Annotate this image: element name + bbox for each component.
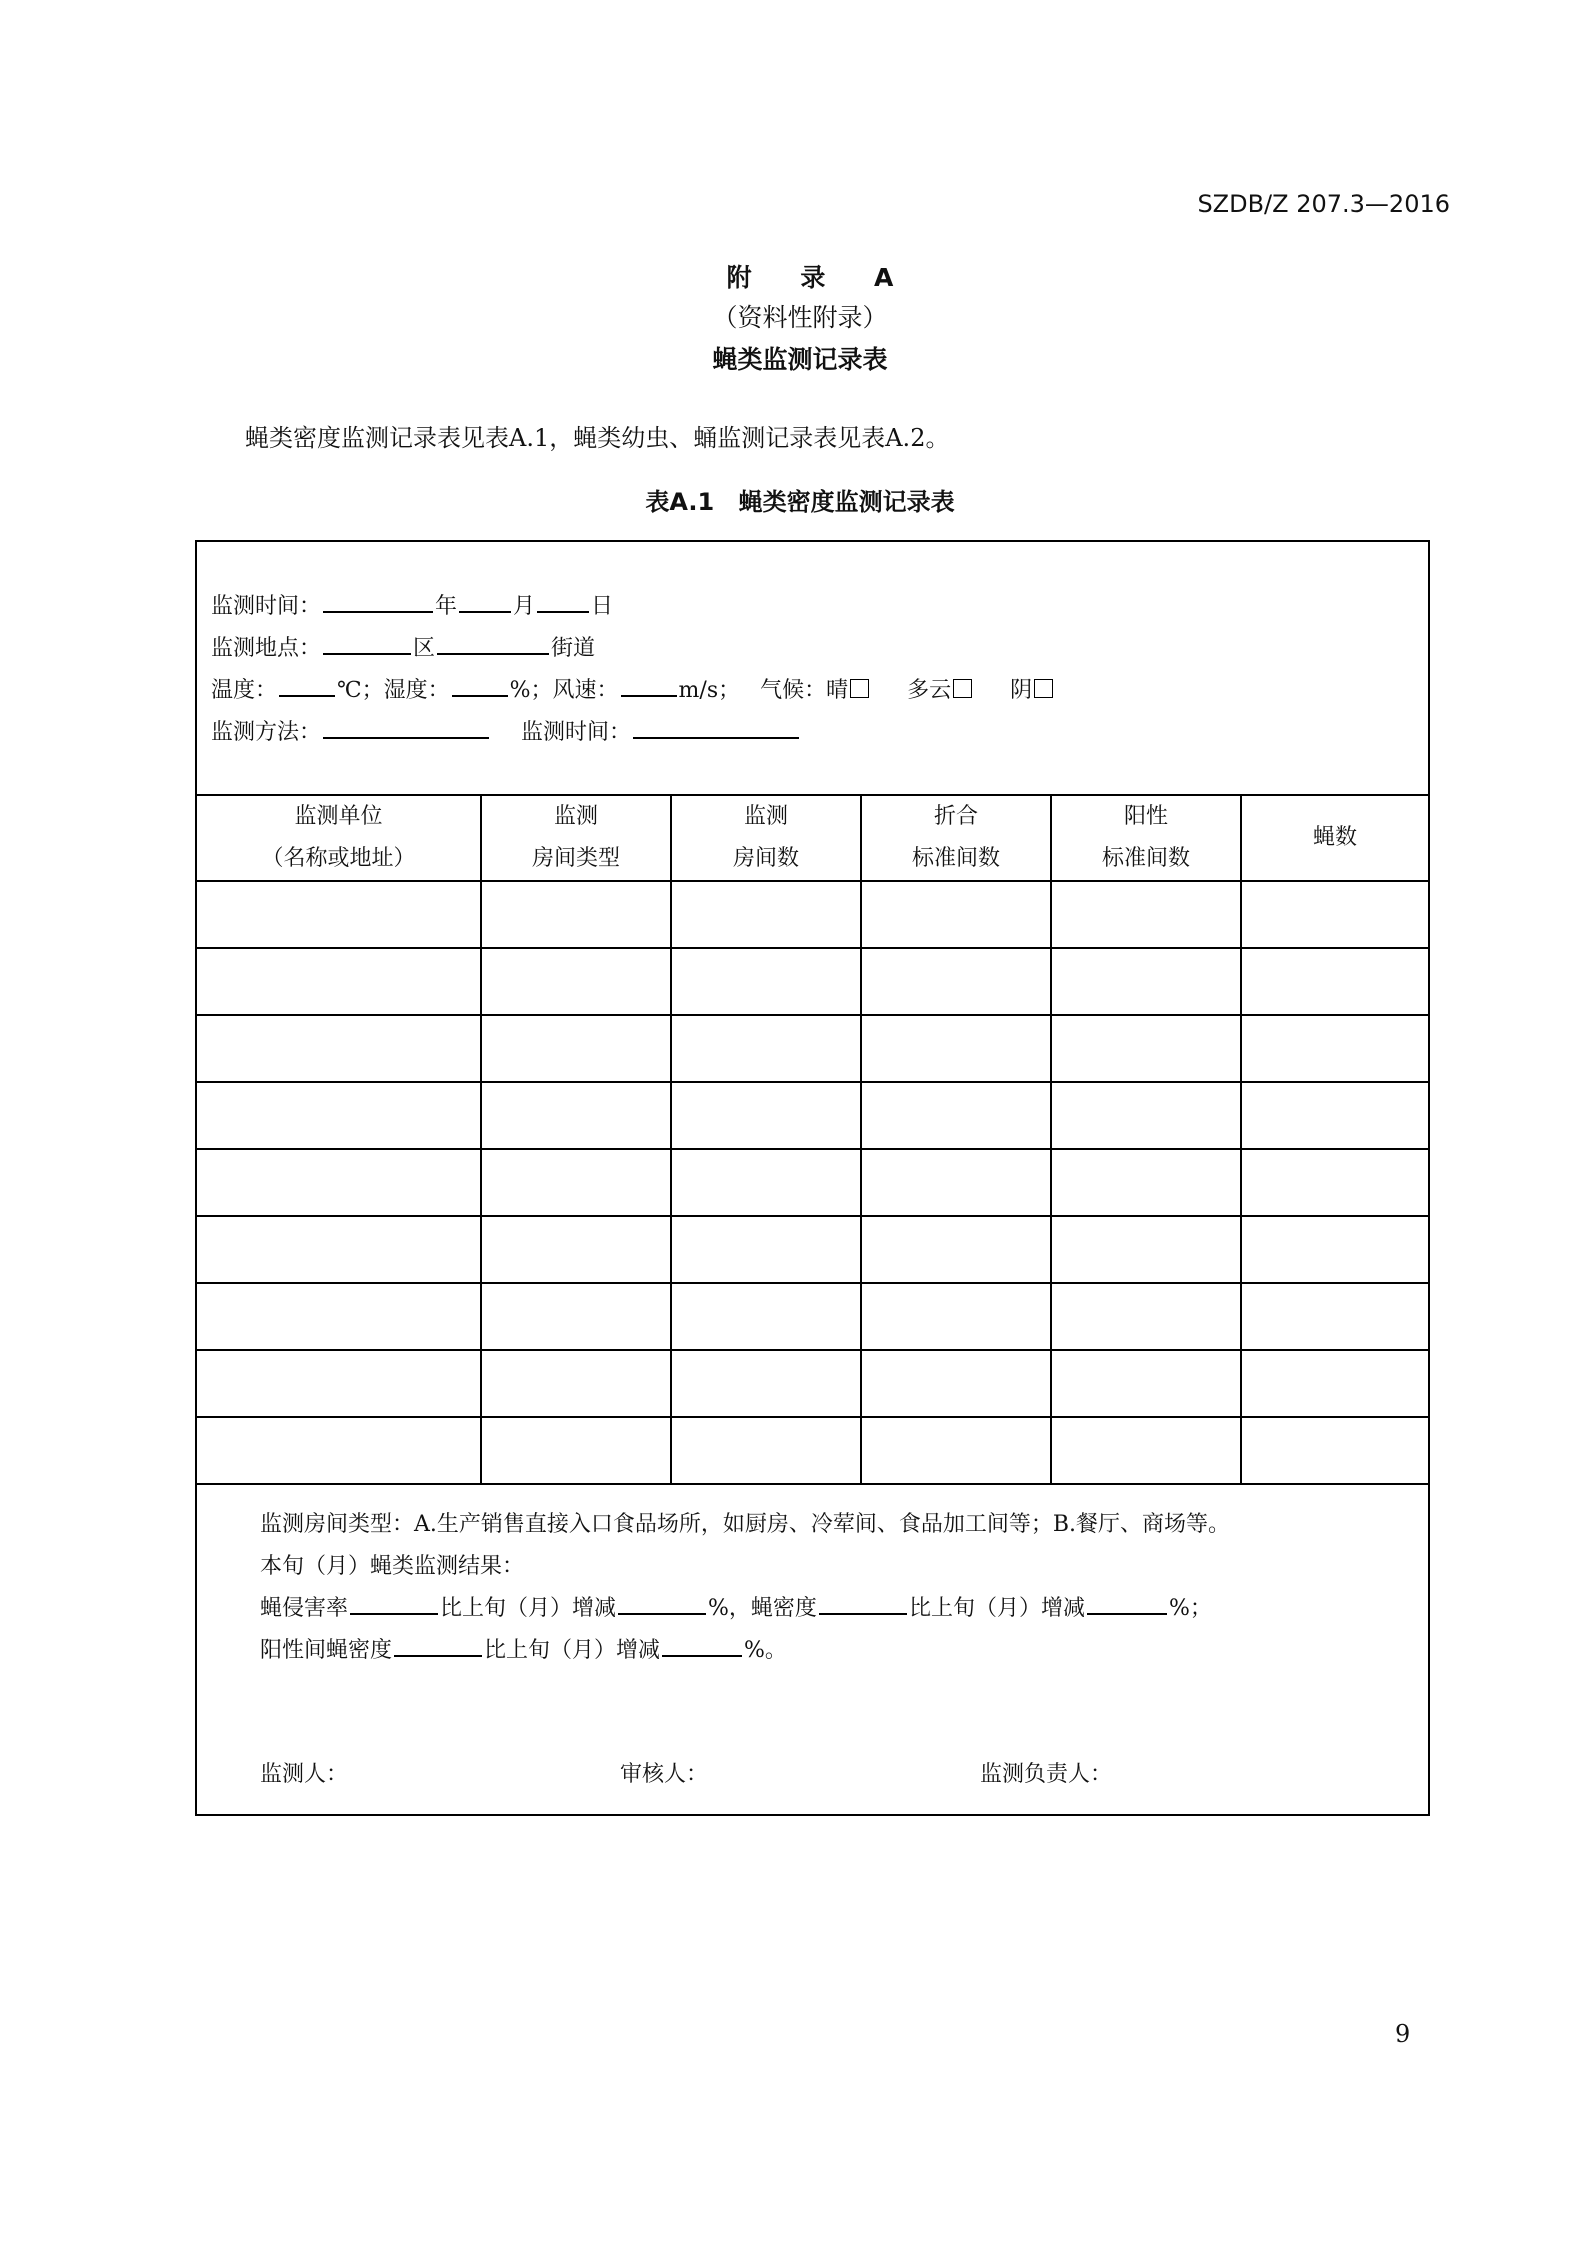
table-cell[interactable] <box>197 1417 481 1484</box>
table-cell[interactable] <box>1241 1015 1428 1082</box>
density-change-field[interactable] <box>1087 1591 1167 1615</box>
compare-label: 比上旬（月）增减 <box>440 1596 617 1621</box>
reviewer-signature-label: 审核人： <box>620 1762 709 1787</box>
table-cell[interactable] <box>1241 1417 1428 1484</box>
table-cell[interactable] <box>1241 1216 1428 1283</box>
table-cell[interactable] <box>1051 1350 1241 1417</box>
table-row <box>197 1082 1428 1149</box>
table-row <box>197 1283 1428 1350</box>
percent-label: %； <box>1168 1596 1212 1621</box>
year-label: 年 <box>435 594 458 619</box>
table-cell[interactable] <box>1241 1082 1428 1149</box>
table-row <box>197 1350 1428 1417</box>
date-line <box>211 586 1428 628</box>
intro-paragraph: 蝇类密度监测记录表见表A.1，蝇类幼虫、蛹监测记录表见表A.2。 <box>245 424 950 452</box>
table-cell[interactable] <box>671 1417 861 1484</box>
table-cell[interactable] <box>671 1350 861 1417</box>
column-header: 监测 房间数 <box>671 795 861 881</box>
infestation-change-field[interactable] <box>618 1591 706 1615</box>
date-label: 监测时间： <box>211 594 322 619</box>
climate-cloudy-label: 多云 <box>907 678 952 703</box>
table-cell[interactable] <box>197 1015 481 1082</box>
positive-density-field[interactable] <box>394 1633 482 1657</box>
humidity-label: ℃；湿度： <box>337 678 450 703</box>
temperature-label: 温度： <box>211 678 278 703</box>
table-cell[interactable] <box>481 1283 671 1350</box>
table-cell[interactable] <box>481 1417 671 1484</box>
info-section <box>197 542 1428 794</box>
wind-label: %；风速： <box>509 678 619 703</box>
table-cell[interactable] <box>671 1149 861 1216</box>
table-cell[interactable] <box>481 881 671 948</box>
table-row <box>197 881 1428 948</box>
table-cell[interactable] <box>861 948 1051 1015</box>
table-cell[interactable] <box>671 881 861 948</box>
method-field[interactable] <box>323 715 489 739</box>
density-label: %，蝇密度 <box>708 1596 817 1621</box>
table-number: 表A.1 <box>645 488 715 516</box>
table-cell[interactable] <box>197 1283 481 1350</box>
table-cell[interactable] <box>1051 1015 1241 1082</box>
infestation-line <box>260 1588 1428 1630</box>
table-cell[interactable] <box>861 881 1051 948</box>
positive-density-change-field[interactable] <box>662 1633 742 1657</box>
page-number: 9 <box>1395 2020 1411 2048</box>
table-name: 蝇类密度监测记录表 <box>738 488 955 516</box>
table-cell[interactable] <box>861 1082 1051 1149</box>
room-types-note: 监测房间类型：A.生产销售直接入口食品场所，如厨房、冷荤间、食品加工间等；B.餐厅、商场等。 <box>260 1512 1231 1537</box>
table-cell[interactable] <box>481 1082 671 1149</box>
table-cell[interactable] <box>1051 948 1241 1015</box>
time-field[interactable] <box>633 715 799 739</box>
table-cell[interactable] <box>197 1350 481 1417</box>
table-cell[interactable] <box>861 1283 1051 1350</box>
temperature-field[interactable] <box>279 673 335 697</box>
table-title <box>0 482 1587 517</box>
district-field[interactable] <box>323 631 411 655</box>
compare-label: 比上旬（月）增减 <box>484 1638 661 1663</box>
table-cell[interactable] <box>481 1350 671 1417</box>
year-field[interactable] <box>323 589 433 613</box>
table-cell[interactable] <box>1051 1082 1241 1149</box>
table-cell[interactable] <box>861 1417 1051 1484</box>
density-field[interactable] <box>819 1591 907 1615</box>
table-cell[interactable] <box>671 1015 861 1082</box>
positive-density-label: 阳性间蝇密度 <box>260 1638 393 1663</box>
day-label: 日 <box>591 594 614 619</box>
wind-speed-field[interactable] <box>621 673 677 697</box>
column-header: 监测 房间类型 <box>481 795 671 881</box>
appendix-note: （资料性附录） <box>712 303 888 332</box>
overcast-checkbox[interactable] <box>1034 679 1053 698</box>
leader-signature-label: 监测负责人： <box>980 1762 1113 1787</box>
weather-line <box>211 670 1428 712</box>
method-line <box>211 712 1428 754</box>
table-cell[interactable] <box>1051 881 1241 948</box>
positive-density-line <box>260 1630 1428 1672</box>
column-header: 阳性 标准间数 <box>1051 795 1241 881</box>
table-cell[interactable] <box>1051 1149 1241 1216</box>
table-cell[interactable] <box>1051 1216 1241 1283</box>
time-label: 监测时间： <box>521 720 632 745</box>
climate-overcast-label: 阴 <box>1010 678 1033 703</box>
table-cell[interactable] <box>1051 1417 1241 1484</box>
month-label: 月 <box>513 594 536 619</box>
district-label: 区 <box>413 636 436 661</box>
table-cell[interactable] <box>481 1149 671 1216</box>
infestation-rate-field[interactable] <box>350 1591 438 1615</box>
record-table <box>197 794 1428 1485</box>
table-cell[interactable] <box>481 948 671 1015</box>
table-cell[interactable] <box>481 1216 671 1283</box>
table-cell[interactable] <box>671 948 861 1015</box>
table-header-row <box>197 795 1428 881</box>
place-label: 监测地点： <box>211 636 322 661</box>
table-cell[interactable] <box>861 1350 1051 1417</box>
wind-unit: m/s； <box>678 678 741 703</box>
table-cell[interactable] <box>1051 1283 1241 1350</box>
table-cell[interactable] <box>197 1082 481 1149</box>
monitor-signature-label: 监测人： <box>260 1762 349 1787</box>
humidity-field[interactable] <box>452 673 508 697</box>
table-cell[interactable] <box>1241 881 1428 948</box>
place-line <box>211 628 1428 670</box>
sunny-checkbox[interactable] <box>850 679 869 698</box>
table-cell[interactable] <box>861 1015 1051 1082</box>
appendix-title: 蝇类监测记录表 <box>712 345 888 374</box>
table-cell[interactable] <box>1241 1350 1428 1417</box>
table-cell[interactable] <box>1241 1283 1428 1350</box>
table-cell[interactable] <box>671 1283 861 1350</box>
table-cell[interactable] <box>197 948 481 1015</box>
column-header: 监测单位 （名称或地址） <box>197 795 481 881</box>
table-cell[interactable] <box>197 881 481 948</box>
table-cell[interactable] <box>1241 1149 1428 1216</box>
column-header: 折合 标准间数 <box>861 795 1051 881</box>
table-cell[interactable] <box>481 1015 671 1082</box>
month-field[interactable] <box>459 589 511 613</box>
method-label: 监测方法： <box>211 720 322 745</box>
table-cell[interactable] <box>861 1216 1051 1283</box>
table-row <box>197 1417 1428 1484</box>
table-cell[interactable] <box>671 1216 861 1283</box>
table-row <box>197 948 1428 1015</box>
table-cell[interactable] <box>197 1216 481 1283</box>
cloudy-checkbox[interactable] <box>953 679 972 698</box>
table-cell[interactable] <box>671 1082 861 1149</box>
percent-label: %。 <box>744 1638 787 1663</box>
table-row <box>197 1216 1428 1283</box>
street-field[interactable] <box>437 631 549 655</box>
table-cell[interactable] <box>1241 948 1428 1015</box>
table-row <box>197 1015 1428 1082</box>
signature-line <box>260 1754 1360 1796</box>
appendix-label: 附 录 A <box>726 263 914 292</box>
infestation-label: 蝇侵害率 <box>260 1596 349 1621</box>
table-cell[interactable] <box>861 1149 1051 1216</box>
record-form <box>195 540 1430 1816</box>
street-label: 街道 <box>551 636 596 661</box>
climate-sunny-label: 气候：晴 <box>760 678 849 703</box>
document-code: SZDB/Z 207.3—2016 <box>1197 190 1450 218</box>
result-title: 本旬（月）蝇类监测结果： <box>260 1554 525 1579</box>
table-row <box>197 1149 1428 1216</box>
day-field[interactable] <box>537 589 589 613</box>
column-header: 蝇数 <box>1241 795 1428 881</box>
compare-label: 比上旬（月）增减 <box>908 1596 1085 1621</box>
table-cell[interactable] <box>197 1149 481 1216</box>
